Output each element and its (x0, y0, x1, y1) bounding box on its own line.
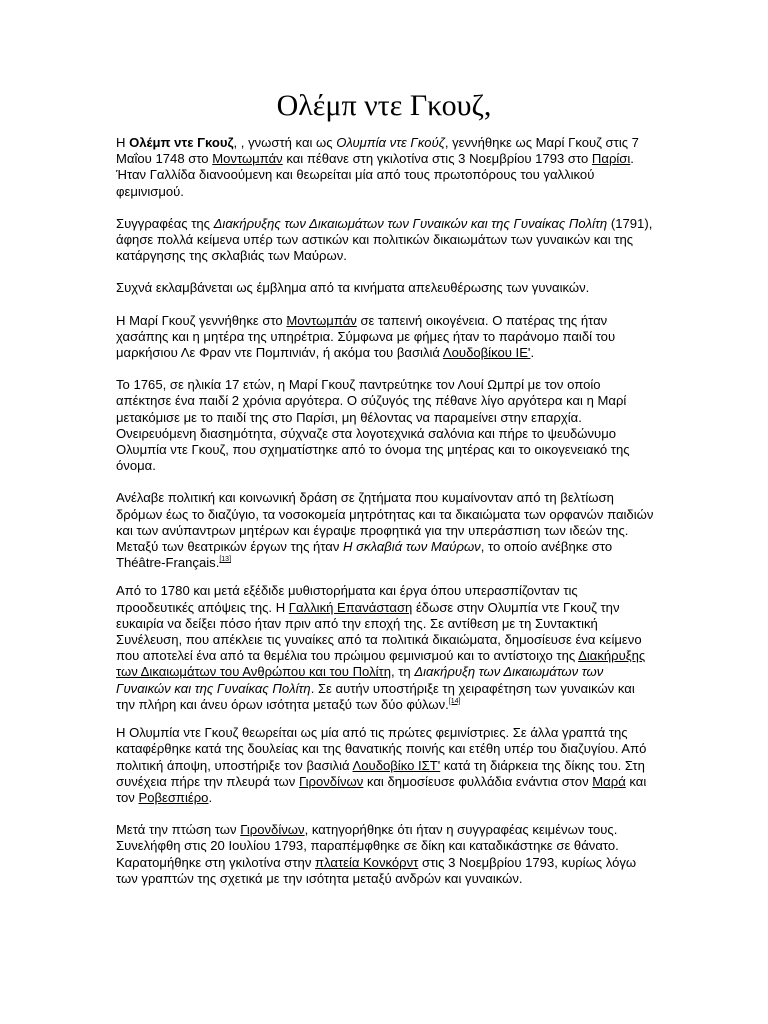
paragraph-activism (116, 490, 656, 571)
page-title: Ολέμπ ντε Γκουζ, (276, 89, 492, 122)
text: Το 1765, σε ηλικία 17 ετών, η Μαρί Γκουζ παντρεύτηκε τον Λουί Ωμπρί με τον οποίο απέκτησε ένα παιδί 2 χρόνια αργότερα. Ο σύζυγός της πέθανε λίγο αργότερα και η Μαρί μετακόμισε με το παιδί της στο Παρίσι, μη θέλοντας να παραμείνει στην επαρχία. Ονειρευόμενη διασημότητα, σύχναζε στα λογοτεχνικά σαλόνια και πήρε το ψευδώνυμο Ολυμπία ντε Γκουζ, που σχηματίστηκε από το όνομα της μητέρας και το οικογενειακό της όνομα. (116, 377, 630, 474)
text: . (530, 345, 535, 361)
text: έδωσε στην Ολυμπία ντε Γκουζ την ευκαιρία να δείξει πόσο ήταν πριν από την εποχή της. Σε αντίθεση με τη Συντακτική Συνέλευση, που απέκλειε τις γυναίκες από τα πολιτικά δικαιώματα, δημοσίευσε ένα κείμενο που αποτελεί ένα από τα θεμέλια του πρώιμου φεμινισμού και το αντίστοιχο της (116, 599, 642, 664)
link-place-concorde[interactable]: πλατεία Κονκόρντ (315, 854, 419, 870)
italic-play-title: Η σκλαβιά των Μαύρων (343, 539, 481, 555)
text: Η Ολυμπία ντε Γκουζ θεωρείται ως μία από τις πρώτες φεμινίστριες. Σε άλλα γραπτά της καταφέρθηκε κατά της δουλείας και της θανατικής ποινής και ετέθη υπέρ του διαζυγίου. Από πολιτική άποψη, υποστήριξε τον βασιλιά (116, 725, 647, 773)
bold-name: Ολέμπ ντε Γκουζ (129, 135, 234, 150)
text: Από το 1780 και μετά εξέδιδε μυθιστορήματα και έργα όπου υπερασπίζονταν τις προοδευτικές απόψεις της. Η (116, 583, 578, 615)
italic-title: Διακήρυξης των Δικαιωμάτων των Γυναικών και της Γυναίκας Πολίτη (213, 215, 608, 231)
text: και τον (116, 773, 647, 805)
italic-alias: Ολυμπία ντε Γκούζ (336, 135, 445, 150)
paragraph-birth (116, 313, 656, 362)
link-montauban[interactable]: Μοντωμπάν (286, 312, 357, 328)
link-robespierre[interactable]: Ροβεσπιέρο (138, 789, 209, 805)
text: κατά τη διάρκεια της δίκης του. Στη συνέχεια πήρε την πλευρά των (116, 757, 645, 789)
text: και δημοσίευσε φυλλάδια ενάντια στον (363, 773, 593, 789)
text: στις 3 Νοεμβρίου 1793, κυρίως λόγω των γραπτών της σχετικά με την ισότητα μεταξύ ανδρών και γυναικών. (116, 854, 637, 886)
paragraph-feminist (116, 725, 656, 806)
text: Συχνά εκλαμβάνεται ως έμβλημα από τα κινήματα απελευθέρωσης των γυναικών. (116, 280, 590, 296)
text: . Ήταν Γαλλίδα διανοούμενη και θεωρείται μία από τους πρωτοπόρους του γαλλικού φεμινισμού. (116, 151, 634, 199)
link-louis-xv[interactable]: Λουδοβίκου ΙΕ' (442, 345, 531, 361)
link-girondins[interactable]: Γιρονδίνων (298, 773, 364, 789)
text: Η (116, 135, 130, 150)
reference-link[interactable]: [13] (219, 556, 232, 564)
text: Συγγραφέας της (116, 215, 214, 231)
text: (1791), άφησε πολλά κείμενα υπέρ των αστικών και πολιτικών δικαιωμάτων των γυναικών και της κατάργησης της σκλαβιάς των Μαύρων. (116, 215, 653, 264)
text: . Σε αυτήν υποστήριξε τη χειραφέτηση των γυναικών και την πλήρη και άνευ όρων ισότητα μεταξύ των δύο φύλων. (116, 680, 635, 712)
paragraph-marriage (116, 377, 656, 474)
text: , κατηγορήθηκε ότι ήταν η συγγραφέας κειμένων τους. Συνελήφθη στις 20 Ιουλίου 1793, παραπέμφθηκε σε δίκη και καταδικάστηκε σε θάνατο. Καρατομήθηκε στη γκιλοτίνα στην (116, 822, 619, 870)
paragraph-declaration (116, 216, 656, 265)
text: Ανέλαβε πολιτική και κοινωνική δράση σε ζητήματα που κυμαίνονταν από τη βελτίωση δρόμων έως το διαζύγιο, τα νοσοκομεία μητρότητας και τα δικαιώματα των ορφανών παιδιών και των ανύπαντρων μητέρων και έγραψε προφητικά για την υπεράσπιση των ιδεών της. Μεταξύ των θεατρικών έργων της ήταν (116, 490, 654, 555)
link-paris[interactable]: Παρίσι (591, 151, 631, 167)
paragraph-revolution (116, 583, 656, 713)
link-french-revolution[interactable]: Γαλλική Επανάσταση (288, 599, 413, 615)
paragraph-execution (116, 822, 656, 887)
link-marat[interactable]: Μαρά (592, 773, 626, 789)
link-louis-xvi[interactable]: Λουδοβίκο ΙΣΤ' (352, 757, 441, 773)
paragraph-emblem (116, 280, 656, 296)
text: , γεννήθηκε ως Μαρί Γκουζ στις 7 Μαΐου 1748 στο (116, 135, 639, 167)
reference-link[interactable]: [14] (448, 697, 461, 705)
text: , , γνωστή και ως (233, 135, 337, 150)
article-body (116, 135, 656, 903)
italic-declaration-title: Διακήρυξη των Δικαιωμάτων των Γυναικών και της Γυναίκας Πολίτη (116, 664, 604, 696)
text: και πέθανε στη γκιλοτίνα στις 3 Νοεμβρίου 1793 στο (282, 151, 592, 167)
text: Μετά την πτώση των (116, 822, 241, 838)
link-montauban[interactable]: Μοντωμπάν (212, 151, 283, 167)
paragraph-intro (116, 135, 656, 200)
text: . (208, 789, 213, 805)
link-declaration-rights-of-man[interactable]: Διακήρυξης των Δικαιωμάτων του Ανθρώπου και του Πολίτη (116, 648, 646, 680)
text: , το οποίο ανέβηκε στο Théâtre-Français. (116, 539, 613, 571)
text: Η Μαρί Γκουζ γεννήθηκε στο (116, 312, 287, 328)
text: σε ταπεινή οικογένεια. Ο πατέρας της ήταν χασάπης και η μητέρα της υπηρέτρια. Σύμφωνα με φήμες ήταν το παράνομο παιδί του μαρκήσιου Λε Φραν ντε Πομπινιάν, ή ακόμα του βασιλιά (116, 312, 616, 361)
link-girondins[interactable]: Γιρονδίνων (240, 822, 305, 838)
text: , τη (390, 664, 415, 680)
